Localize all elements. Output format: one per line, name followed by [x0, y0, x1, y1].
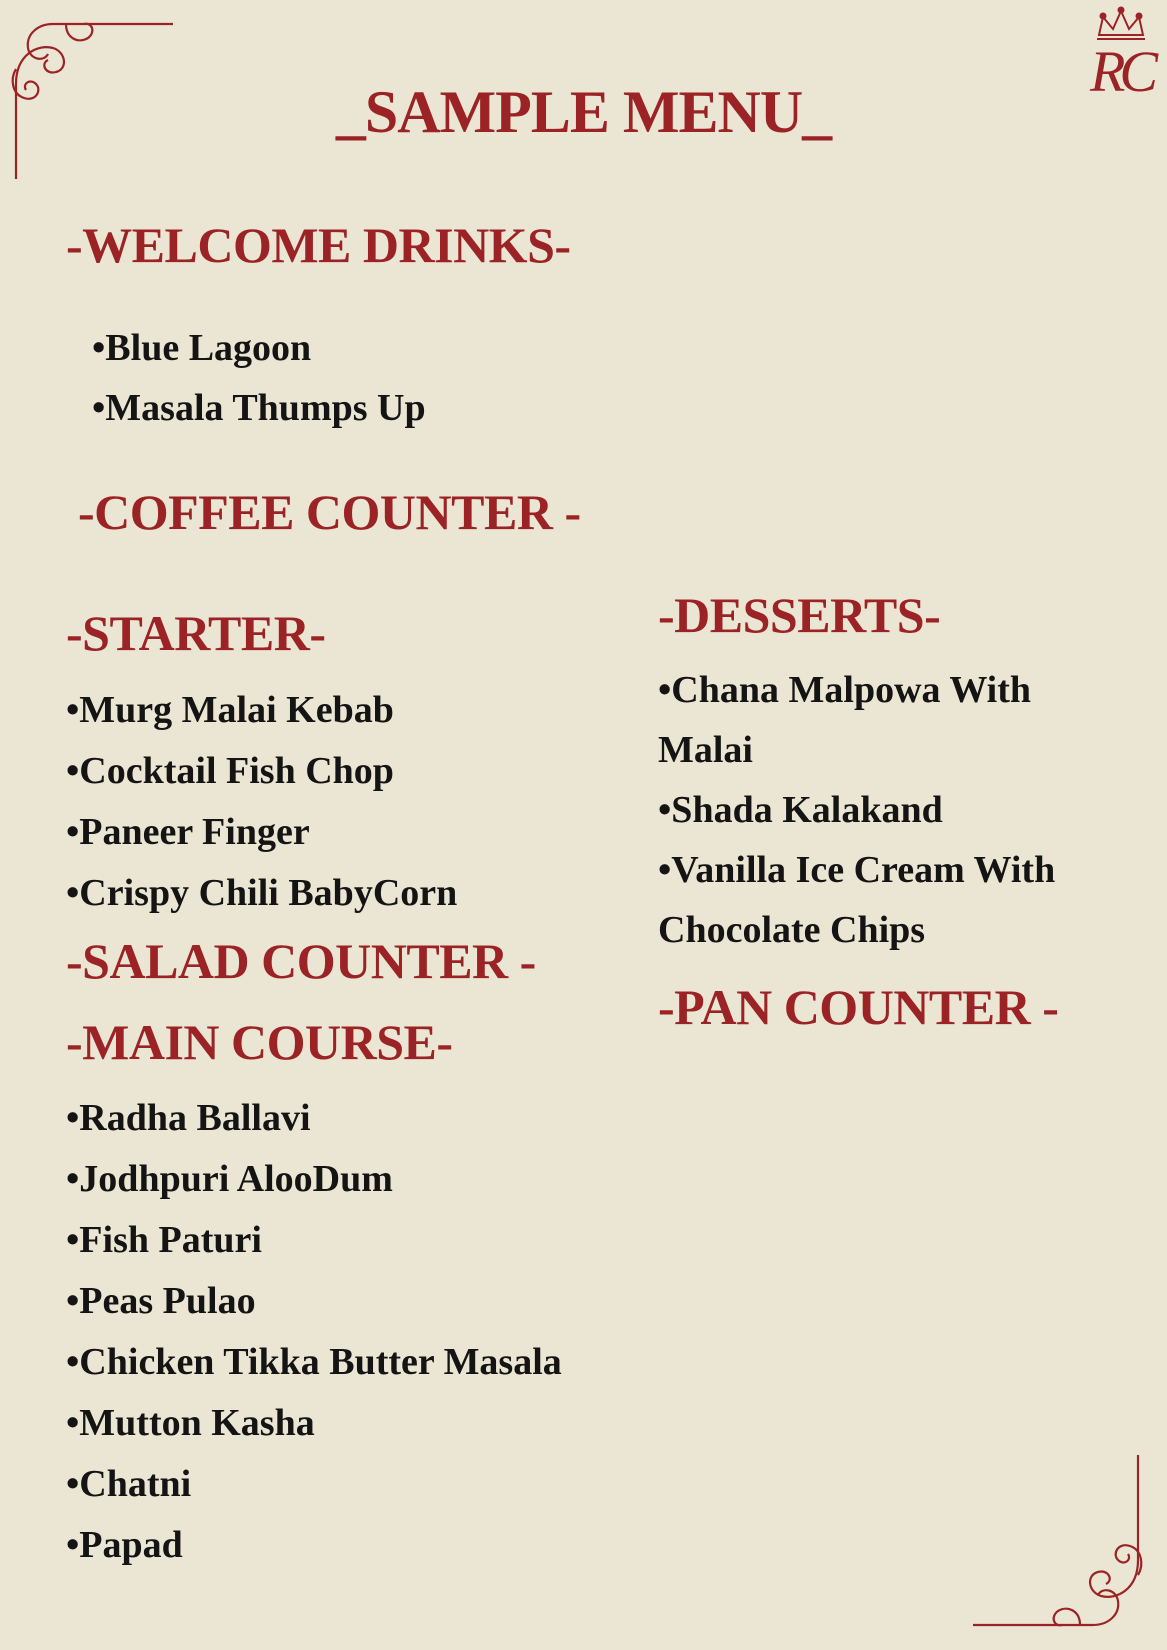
- section-heading-welcome-drinks: -WELCOME DRINKS-: [66, 217, 571, 273]
- page-title: _SAMPLE MENU_: [335, 79, 832, 145]
- list-item: •Chicken Tikka Butter Masala: [66, 1341, 562, 1383]
- list-item: •Murg Malai Kebab: [66, 689, 394, 731]
- list-item: •Radha Ballavi: [66, 1097, 311, 1139]
- list-item: •Vanilla Ice Cream With Chocolate Chips: [658, 849, 1056, 951]
- list-item: •Papad: [66, 1524, 183, 1566]
- list-item: •Masala Thumps Up: [92, 387, 426, 429]
- list-item: •Peas Pulao: [66, 1280, 256, 1322]
- list-item: •Chatni: [66, 1463, 192, 1505]
- list-item: •Shada Kalakand: [658, 789, 943, 831]
- list-item: •Chana Malpowa With Malai: [658, 669, 1031, 771]
- list-item: •Blue Lagoon: [92, 327, 312, 369]
- list-item: •Jodhpuri AlooDum: [66, 1158, 393, 1200]
- list-item: •Mutton Kasha: [66, 1402, 315, 1444]
- section-heading-pan-counter: -PAN COUNTER -: [658, 979, 1059, 1035]
- starter-list: [66, 680, 457, 924]
- list-item: •Crispy Chili BabyCorn: [66, 872, 458, 914]
- desserts-list: [658, 660, 1118, 960]
- section-heading-coffee-counter: -COFFEE COUNTER -: [78, 484, 581, 540]
- section-heading-salad-counter: -SALAD COUNTER -: [66, 933, 536, 989]
- list-item: •Paneer Finger: [66, 811, 310, 853]
- section-heading-starter: -STARTER-: [66, 605, 326, 661]
- logo-text: RC: [1090, 39, 1153, 104]
- welcome-drinks-list: [92, 318, 426, 438]
- corner-flourish-bottom-right: [968, 1450, 1148, 1640]
- section-heading-main-course: -MAIN COURSE-: [66, 1014, 453, 1070]
- main-course-list: [66, 1088, 562, 1576]
- list-item: •Cocktail Fish Chop: [66, 750, 394, 792]
- section-heading-desserts: -DESSERTS-: [658, 587, 941, 643]
- list-item: •Fish Paturi: [66, 1219, 262, 1261]
